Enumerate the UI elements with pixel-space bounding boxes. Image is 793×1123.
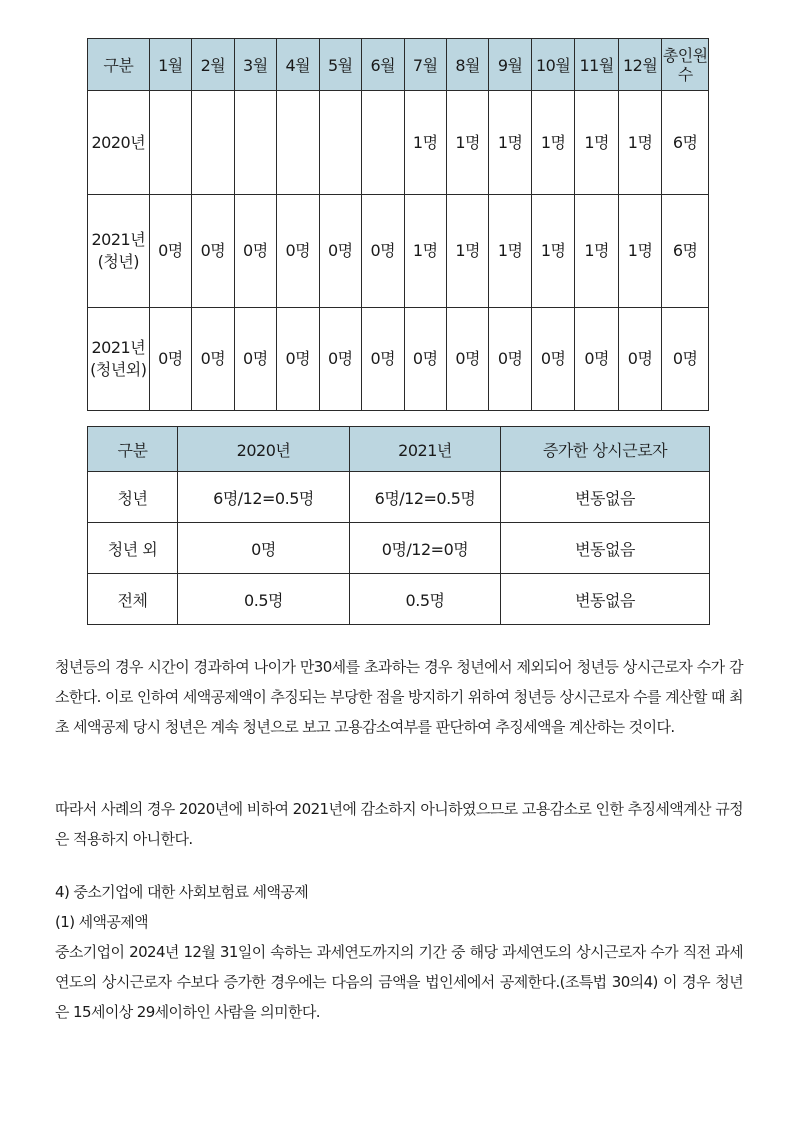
header-month: 5월	[319, 39, 361, 91]
table-cell-total: 6명	[662, 195, 709, 308]
table-cell: 변동없음	[501, 574, 710, 625]
subsection-heading: (1) 세액공제액	[55, 913, 149, 931]
table-cell: 0명	[277, 308, 319, 411]
table-cell	[234, 91, 276, 195]
table-cell: 0명	[319, 195, 361, 308]
table-cell	[192, 91, 234, 195]
table-cell: 0명	[362, 195, 404, 308]
table-cell	[149, 91, 191, 195]
table-row	[88, 195, 709, 308]
table-cell: 0명	[446, 308, 488, 411]
table-cell: 1명	[404, 195, 446, 308]
table-row	[88, 472, 710, 523]
table-cell: 1명	[404, 91, 446, 195]
table-row	[88, 574, 710, 625]
table-row	[88, 308, 709, 411]
table2-header-row	[88, 427, 710, 472]
header-month: 4월	[277, 39, 319, 91]
table-cell: 1명	[489, 91, 531, 195]
table-cell: 0명	[149, 195, 191, 308]
row-label: 2021년(청년)	[88, 195, 150, 308]
header-month: 8월	[446, 39, 488, 91]
header-month: 7월	[404, 39, 446, 91]
table-cell: 0명	[149, 308, 191, 411]
header-month: 9월	[489, 39, 531, 91]
table-cell-total: 0명	[662, 308, 709, 411]
header-2020: 2020년	[178, 427, 350, 472]
table-row	[88, 91, 709, 195]
table-cell: 0명	[192, 195, 234, 308]
table-cell-total: 6명	[662, 91, 709, 195]
table-cell: 변동없음	[501, 523, 710, 574]
row-label: 전체	[88, 574, 178, 625]
table-cell: 0명	[178, 523, 350, 574]
table-cell	[319, 91, 361, 195]
table-cell: 1명	[446, 91, 488, 195]
header-month: 1월	[149, 39, 191, 91]
table-cell: 1명	[446, 195, 488, 308]
row-label: 청년 외	[88, 523, 178, 574]
row-label: 청년	[88, 472, 178, 523]
table-cell: 0명	[319, 308, 361, 411]
table-cell: 1명	[489, 195, 531, 308]
header-month: 6월	[362, 39, 404, 91]
header-total: 총인원수	[662, 39, 709, 91]
row-label: 2021년(청년외)	[88, 308, 150, 411]
table-cell: 1명	[618, 195, 661, 308]
header-month: 11월	[575, 39, 618, 91]
table-cell: 0.5명	[178, 574, 350, 625]
table-cell: 0명	[618, 308, 661, 411]
table-cell	[277, 91, 319, 195]
table-cell: 6명/12=0.5명	[350, 472, 501, 523]
table-cell: 1명	[575, 91, 618, 195]
monthly-employee-table	[87, 38, 709, 411]
table-cell: 0명	[404, 308, 446, 411]
table-cell: 0명	[234, 195, 276, 308]
header-category: 구분	[88, 39, 150, 91]
table-cell: 1명	[618, 91, 661, 195]
table-cell: 0명	[489, 308, 531, 411]
table-cell: 0명	[234, 308, 276, 411]
table-cell: 0명/12=0명	[350, 523, 501, 574]
table-cell	[362, 91, 404, 195]
table-cell: 6명/12=0.5명	[178, 472, 350, 523]
header-month: 3월	[234, 39, 276, 91]
table-cell: 0명	[277, 195, 319, 308]
header-month: 2월	[192, 39, 234, 91]
table-cell: 0명	[362, 308, 404, 411]
paragraph-conclusion: 따라서 사례의 경우 2020년에 비하여 2021년에 감소하지 아니하였으므로 고용감소로 인한 추징세액계산 규정은 적용하지 아니한다.	[55, 800, 743, 848]
table1-header-row	[88, 39, 709, 91]
table-cell: 0명	[575, 308, 618, 411]
table-cell: 0명	[531, 308, 574, 411]
paragraph-deduction: 중소기업이 2024년 12월 31일이 속하는 과세연도까지의 기간 중 해당 과세연도의 상시근로자 수가 직전 과세연도의 상시근로자 수보다 증가한 경우에는 다음의 금액을 법인세에서 공제한다.(조특법 30의4) 이 경우 청년은 15세이상 29세이하인 사람을 의미한다.	[55, 943, 743, 1021]
row-label: 2020년	[88, 91, 150, 195]
header-category: 구분	[88, 427, 178, 472]
header-increase: 증가한 상시근로자	[501, 427, 710, 472]
table-cell: 변동없음	[501, 472, 710, 523]
table-row	[88, 523, 710, 574]
header-month: 10월	[531, 39, 574, 91]
header-2021: 2021년	[350, 427, 501, 472]
table-cell: 1명	[531, 195, 574, 308]
table-cell: 1명	[575, 195, 618, 308]
employee-change-summary-table	[87, 426, 710, 625]
table-cell: 1명	[531, 91, 574, 195]
table-cell: 0명	[192, 308, 234, 411]
paragraph-youth-rule: 청년등의 경우 시간이 경과하여 나이가 만30세를 초과하는 경우 청년에서 제외되어 청년등 상시근로자 수가 감소한다. 이로 인하여 세액공제액이 추징되는 부당한 점을 방지하기 위하여 청년등 상시근로자 수를 계산할 때 최초 세액공제 당시 청년은 계속 청년으로 보고 고용감소여부를 판단하여 추징세액을 계산하는 것이다.	[55, 658, 743, 736]
section-heading: 4) 중소기업에 대한 사회보험료 세액공제	[55, 883, 309, 901]
table-cell: 0.5명	[350, 574, 501, 625]
header-month: 12월	[618, 39, 661, 91]
